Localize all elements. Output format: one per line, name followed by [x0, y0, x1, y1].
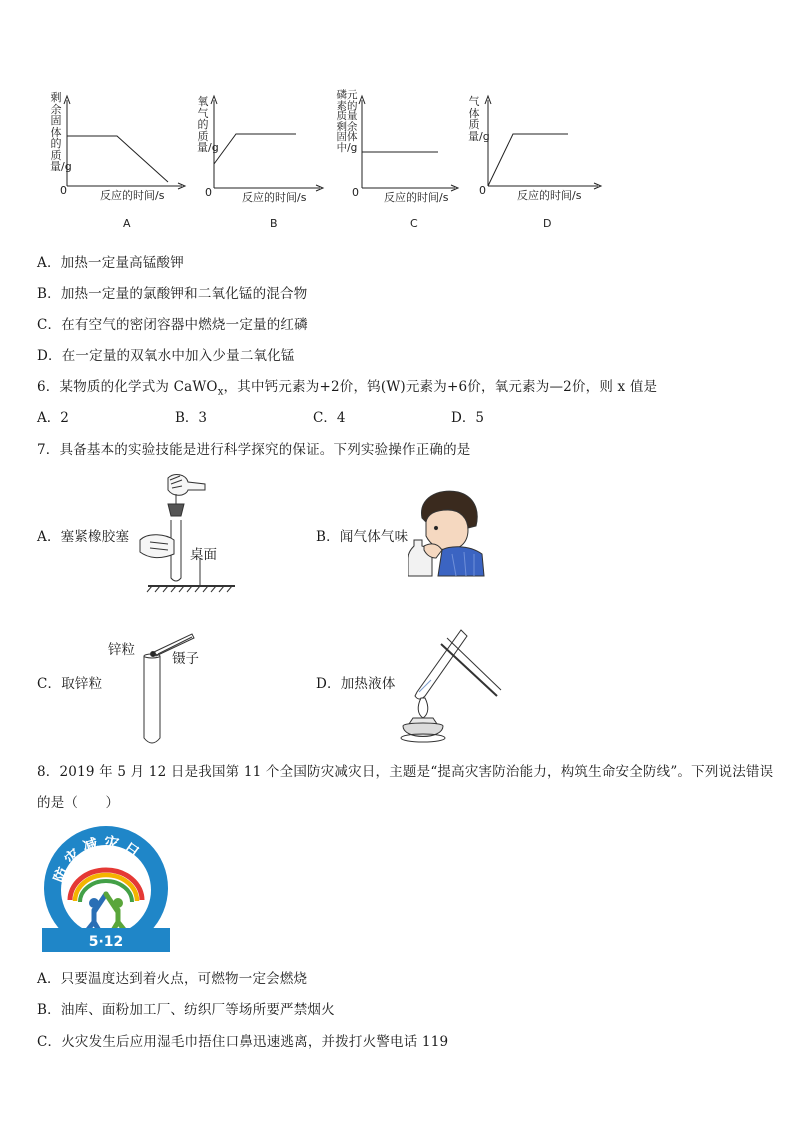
figure-b-smell — [408, 488, 488, 580]
figure-c-zinc-label: 锌粒 — [108, 642, 135, 658]
graph-a-origin: 0 — [60, 184, 67, 197]
q6-option-c: C．4 — [313, 410, 346, 426]
q6-stem-pre: 6．某物质的化学式为 CaWO — [37, 379, 218, 395]
logo-date: 5·12 — [88, 934, 124, 950]
graph-d-ylabel: 气体质量/g — [468, 95, 490, 143]
graph-b-curve — [214, 134, 296, 164]
graph-c-xlabel: 反应的时间/s — [384, 191, 449, 204]
graph-c-ylabel: 磷元素的质量剩余固体中/g — [336, 89, 358, 154]
graph-a-xlabel: 反应的时间/s — [100, 189, 165, 202]
graph-d-curve — [488, 134, 568, 186]
q8-option-c: C．火灾发生后应用湿毛巾捂住口鼻迅速逃离，并拨打火警电话 119 — [37, 1034, 449, 1050]
graph-b-ylabel: 氧气的质量/g — [197, 95, 219, 154]
figure-a-stopper — [130, 470, 240, 595]
figure-d-heating — [395, 626, 505, 750]
q6-stem-subscript: x — [217, 386, 224, 398]
q5-option-d: D．在一定量的双氧水中加入少量二氧化锰 — [37, 348, 295, 364]
graph-a-letter: A — [123, 217, 131, 230]
q7-option-a: A．塞紧橡胶塞 — [37, 529, 130, 545]
q6-option-d: D．5 — [451, 410, 484, 426]
graph-d-letter: D — [543, 217, 552, 230]
q7-stem: 7．具备基本的实验技能是进行科学探究的保证。下列实验操作正确的是 — [37, 442, 471, 458]
graph-b-letter: B — [270, 217, 278, 230]
graph-d-origin: 0 — [479, 184, 486, 197]
graph-a-curve — [67, 136, 168, 182]
figure-a-desk-label: 桌面 — [190, 547, 217, 563]
figure-c-tweezers-label: 镊子 — [172, 651, 199, 667]
q5-option-a: A．加热一定量高锰酸钾 — [37, 255, 184, 271]
q5-option-c: C．在有空气的密闭容器中燃烧一定量的红磷 — [37, 317, 308, 333]
graph-b-xlabel: 反应的时间/s — [242, 191, 307, 204]
q7-option-b: B．闻气体气味 — [316, 529, 409, 545]
q7-option-c: C．取锌粒 — [37, 676, 103, 692]
q5-option-b: B．加热一定量的氯酸钾和二氧化锰的混合物 — [37, 286, 308, 302]
graph-d-xlabel: 反应的时间/s — [517, 189, 582, 202]
q6-option-a: A．2 — [37, 410, 69, 426]
q8-stem-line1: 8．2019 年 5 月 12 日是我国第 11 个全国防灾减灾日，主题是“提高灾害防治能力，构筑生命安全防线”。下列说法错误 — [37, 764, 774, 780]
graph-b-origin: 0 — [205, 186, 212, 199]
graph-c-origin: 0 — [352, 186, 359, 199]
q6-stem-post: ，其中钙元素为+2价，钨(W)元素为+6价，氧元素为—2价，则 x 值是 — [223, 379, 658, 395]
q6-stem — [37, 375, 657, 398]
q8-option-a: A．只要温度达到着火点，可燃物一定会燃烧 — [37, 971, 308, 987]
graph-c-letter: C — [410, 217, 418, 230]
disaster-day-logo — [42, 824, 170, 952]
q8-stem-line2: 的是（ ） — [37, 795, 120, 811]
q7-option-d: D．加热液体 — [316, 676, 396, 692]
graph-a-ylabel: 剩余固体的质量/g — [50, 91, 72, 173]
q8-option-b: B．油库、面粉加工厂、纺织厂等场所要严禁烟火 — [37, 1002, 335, 1018]
q6-option-b: B．3 — [175, 410, 208, 426]
logo-title-text: 防灾减灾日 — [50, 833, 146, 886]
